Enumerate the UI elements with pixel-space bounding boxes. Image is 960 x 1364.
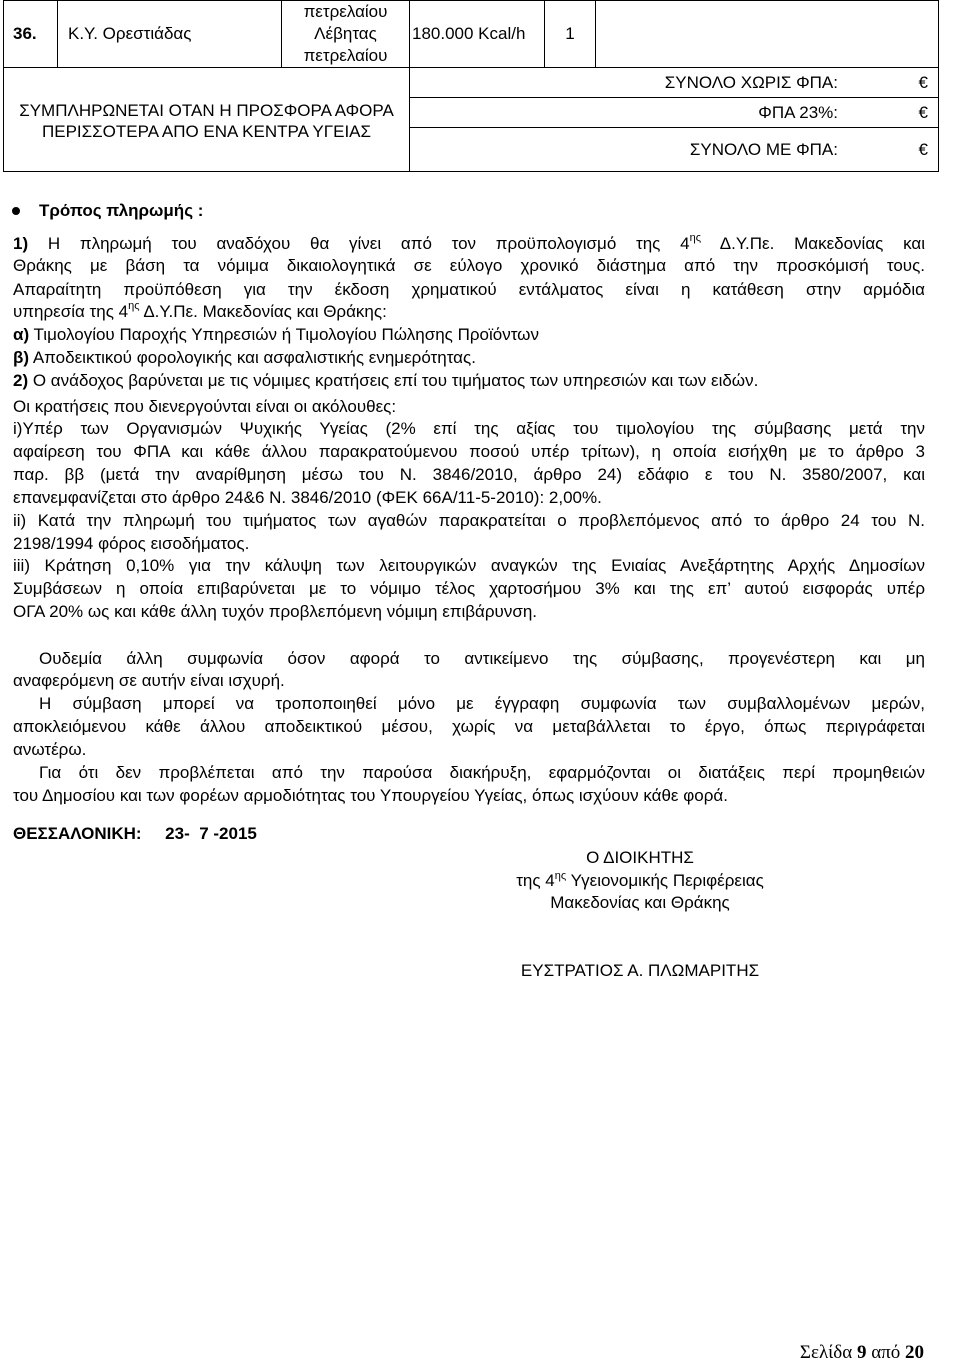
payment-line: Θράκης με βάση τα νόμιμα δικαιολογητικά σε εύλογο χρονικό διάστημα από την προσκόμισή τους. [13,256,925,275]
payment-line: 2198/1994 φόρος εισοδήματος. [13,534,250,553]
vat-value: € [848,98,939,128]
note-cell [4,68,410,172]
text-fragment: υπηρεσία της 4 [13,302,129,321]
quantity-cell: 1 [545,1,596,68]
product-line: πετρελαίου [303,2,388,21]
closing-line: αποκλειόμενου κάθε άλλου αποδεικτικού μέσου, χωρίς να μεταβάλλεται το έργο, όπως περιγράφεται [13,717,925,736]
closing-line: Για ότι δεν προβλέπεται από την παρούσα διακήρυξη, εφαρμόζονται οι διατάξεις περί προμηθειών [39,763,925,782]
page-word: Σελίδα [799,1342,853,1363]
place-date: ΘΕΣΣΑΛΟΝΙΚΗ: 23- 7 -2015 [13,824,257,843]
page-footer [800,1342,924,1364]
signatory-region-line2: Μακεδονίας και Θράκης [550,893,730,912]
table-row [4,68,939,98]
empty-cell [596,1,939,68]
text-fragment: Δ.Υ.Πε. Μακεδονίας και [719,234,925,253]
payment-line: παρ. ββ (μετά την αναρίθμηση μέσω του Ν. 3846/2010, άρθρο 24) εδάφιο ε του Ν. 3580/2007, και [13,465,925,484]
total-with-vat-value: € [848,128,939,172]
product-cell [282,1,410,68]
of-word: από [871,1342,901,1363]
payment-line [13,347,925,369]
table-row [4,1,939,68]
vat-label: ΦΠΑ 23%: [410,98,849,128]
payment-line: Οι κρατήσεις που διενεργούνται είναι οι ακόλουθες: [13,397,397,416]
note-line: ΣΥΜΠΛΗΡΩΝΕΤΑΙ ΟΤΑΝ Η ΠΡΟΣΦΟΡΑ ΑΦΟΡΑ [19,100,394,120]
total-no-vat-value: € [848,68,939,98]
center-name: Κ.Υ. Ορεστιάδας [58,1,282,68]
payment-line: ii) Κατά την πληρωμή του τιμήματος των αγαθών παρακρατείται ο προβλεπόμενος από το άρθρο 24 του Ν. [13,511,925,530]
page-total: 20 [905,1342,924,1363]
signatory-region [440,869,840,893]
item-number: 1) [13,234,29,253]
ordinal-sup: ης [128,300,140,312]
payment-line [13,324,925,346]
closing-line: Ουδεμία άλλη συμφωνία όσον αφορά το αντικείμενο της σύμβασης, προγενέστερη και μη [39,649,925,668]
text-fragment: της 4 [516,871,555,890]
text-fragment: Τιμολογίου Παροχής Υπηρεσιών ή Τιμολογίου Πώλησης Προϊόντων [33,325,539,344]
text-fragment: Δ.Υ.Πε. Μακεδονίας και Θράκης: [143,302,387,321]
text-fragment: Αποδεικτικού φορολογικής και ασφαλιστικής ενημερότητας. [32,348,476,367]
payment-line: Συμβάσεων η οποία επιβαρύνεται με το νόμιμο τέλος χαρτοσήμου 3% και της επ’ αυτού εισφοράς υπέρ [13,579,925,598]
signatory-title: Ο ΔΙΟΙΚΗΤΗΣ [586,848,694,867]
product-line: πετρελαίου [303,46,388,65]
payment-line: αφαίρεση του ΦΠΑ και κάθε άλλου παρακρατούμενου ποσού υπέρ τρίτων), η οποία εισήχθη με το άρθρο 3 [13,442,925,461]
payment-line [13,301,925,323]
payment-line: ΟΓΑ 20% ως και κάθε άλλη τυχόν προβλεπόμενη νόμιμη επιβάρυνση. [13,602,538,621]
closing-line: του Δημοσίου και των φορέων αρμοδιότητας του Υπουργείου Υγείας, όπως ισχύουν κάθε φορά. [13,786,728,805]
total-no-vat-label: ΣΥΝΟΛΟ ΧΩΡΙΣ ΦΠΑ: [410,68,849,98]
signatory-name: ΕΥΣΤΡΑΤΙΟΣ Α. ΠΛΩΜΑΡΙΤΗΣ [520,961,760,980]
payment-line: επανεμφανίζεται στο άρθρο 24&6 Ν. 3846/2010 (ΦΕΚ 66Α/11-5-2010): 2,00%. [13,488,602,507]
text-fragment: Ο ανάδοχος βαρύνεται με τις νόμιμες κρατήσεις επί του τιμήματος των υπηρεσιών και των ειδών. [32,371,759,390]
closing-line: ανωτέρω. [13,740,87,759]
item-label: β) [13,348,30,367]
closing-line: αναφερόμενη σε αυτήν είναι ισχυρή. [13,671,285,690]
product-line: Λέβητας [314,24,377,43]
ordinal-sup: ης [554,870,567,882]
text-fragment: Η πληρωμή του αναδόχου θα γίνει από τον προϋπολογισμό της 4 [47,234,690,253]
item-label: α) [13,325,30,344]
page-number: 9 [856,1342,867,1363]
item-number: 2) [13,371,29,390]
payment-line: iii) Κράτηση 0,10% για την κάλυψη των λειτουργικών αναγκών της Ενιαίας Ανεξάρτητης Αρχής Δημοσίων [13,556,925,575]
payment-line [13,370,925,392]
payment-line: Απαραίτητη προϋπόθεση για την έκδοση χρηματικού εντάλματος είναι η κατάθεση στην αρμόδια [13,280,925,299]
bullet-icon [12,207,20,215]
row-number: 36. [4,1,58,68]
spec-cell: 180.000 Kcal/h [410,1,545,68]
offer-summary-table [3,0,939,172]
note-line: ΠΕΡΙΣΣΟΤΕΡΑ ΑΠΟ ΕΝΑ ΚΕΝΤΡΑ ΥΓΕΙΑΣ [41,121,372,141]
text-fragment: Υγειονομικής Περιφέρειας [570,871,764,890]
payment-line [13,233,925,255]
total-with-vat-label: ΣΥΝΟΛΟ ΜΕ ΦΠΑ: [410,128,849,172]
payment-line: i)Υπέρ των Οργανισμών Ψυχικής Υγείας (2% επί της αξίας του τιμολογίου της σύμβασης μετά την [13,419,925,438]
payment-heading: Τρόπος πληρωμής : [39,201,204,220]
ordinal-sup: ης [689,232,701,244]
closing-line: Η σύμβαση μπορεί να τροποποιηθεί μόνο με έγγραφη συμφωνία των συμβαλλομένων μερών, [39,694,925,713]
